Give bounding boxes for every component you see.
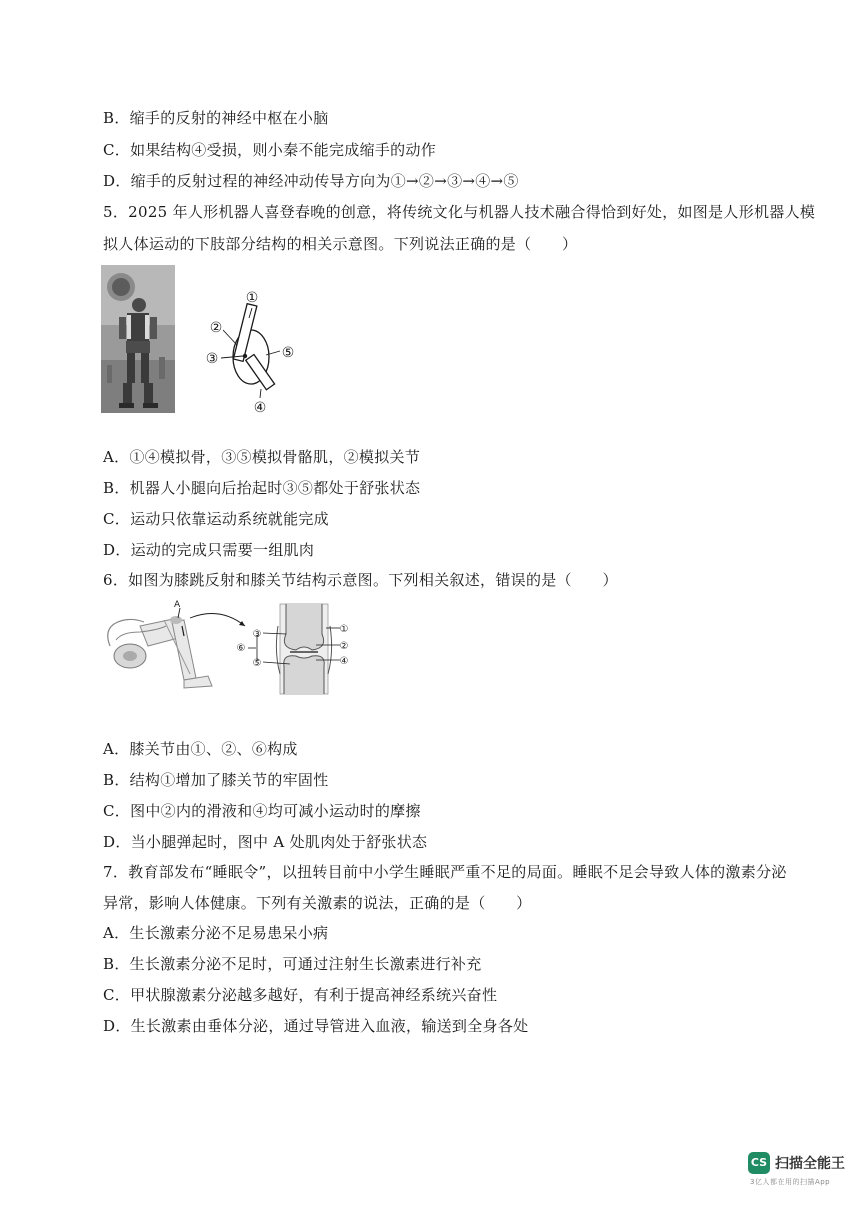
- q6-option-b: B．结构①增加了膝关节的牢固性: [103, 771, 329, 789]
- knee-reflex-diagram: [100, 596, 350, 702]
- q6-stem: 6．如图为膝跳反射和膝关节结构示意图。下列相关叙述，错误的是（ ）: [103, 571, 618, 589]
- camscanner-tagline: 3亿人都在用的扫描App: [750, 1178, 831, 1186]
- q7-option-c: C．甲状腺激素分泌越多越好，有利于提高神经系统兴奋性: [103, 986, 498, 1004]
- q4-option-b: B．缩手的反射的神经中枢在小脑: [103, 109, 329, 127]
- robot-photo: [101, 265, 175, 413]
- q7-stem-line2: 异常，影响人体健康。下列有关激素的说法，正确的是（ ）: [103, 894, 532, 912]
- camscanner-watermark: [744, 1150, 844, 1190]
- camscanner-logo-icon: CS: [748, 1152, 770, 1174]
- q7-option-a: A．生长激素分泌不足易患呆小病: [103, 924, 329, 942]
- knee-label-4: ④: [339, 656, 349, 667]
- q5-option-d: D．运动的完成只需要一组肌肉: [103, 541, 315, 559]
- leg-label-5: ⑤: [281, 345, 295, 361]
- q5-stem-line2: 拟人体运动的下肢部分结构的相关示意图。下列说法正确的是（ ）: [103, 235, 578, 253]
- q6-option-d: D．当小腿弹起时，图中 A 处肌肉处于舒张状态: [103, 833, 428, 851]
- camscanner-name: 扫描全能王: [775, 1156, 845, 1172]
- leg-model-diagram: [200, 285, 304, 417]
- knee-label-3: ③: [252, 629, 262, 640]
- leg-label-4: ④: [253, 400, 267, 416]
- knee-label-5: ⑤: [252, 658, 262, 669]
- leg-label-2: ②: [209, 320, 223, 336]
- q6-option-c: C．图中②内的滑液和④均可减小运动时的摩擦: [103, 802, 421, 820]
- q6-option-a: A．膝关节由①、②、⑥构成: [103, 740, 298, 758]
- knee-label-1: ①: [339, 624, 349, 635]
- q4-option-d: D．缩手的反射过程的神经冲动传导方向为①→②→③→④→⑤: [103, 172, 519, 190]
- q7-option-b: B．生长激素分泌不足时，可通过注射生长激素进行补充: [103, 955, 482, 973]
- leg-label-1: ①: [245, 290, 259, 306]
- q4-option-c: C．如果结构④受损，则小秦不能完成缩手的动作: [103, 141, 437, 159]
- knee-label-a: A: [174, 600, 181, 610]
- leg-label-3: ③: [205, 351, 219, 367]
- q5-option-b: B．机器人小腿向后抬起时③⑤都处于舒张状态: [103, 479, 421, 497]
- q5-option-c: C．运动只依靠运动系统就能完成: [103, 510, 329, 528]
- q7-stem-line1: 7．教育部发布“睡眠令”，以扭转目前中小学生睡眠严重不足的局面。睡眠不足会导致人体的激素分泌: [103, 863, 787, 881]
- knee-label-2: ②: [339, 641, 349, 652]
- q7-option-d: D．生长激素由垂体分泌，通过导管进入血液，输送到全身各处: [103, 1017, 529, 1035]
- knee-label-6: ⑥: [236, 643, 246, 654]
- q5-stem-line1: 5．2025 年人形机器人喜登春晚的创意，将传统文化与机器人技术融合得恰到好处，如图是人形机器人模: [103, 203, 816, 221]
- q5-option-a: A．①④模拟骨，③⑤模拟骨骼肌，②模拟关节: [103, 448, 421, 466]
